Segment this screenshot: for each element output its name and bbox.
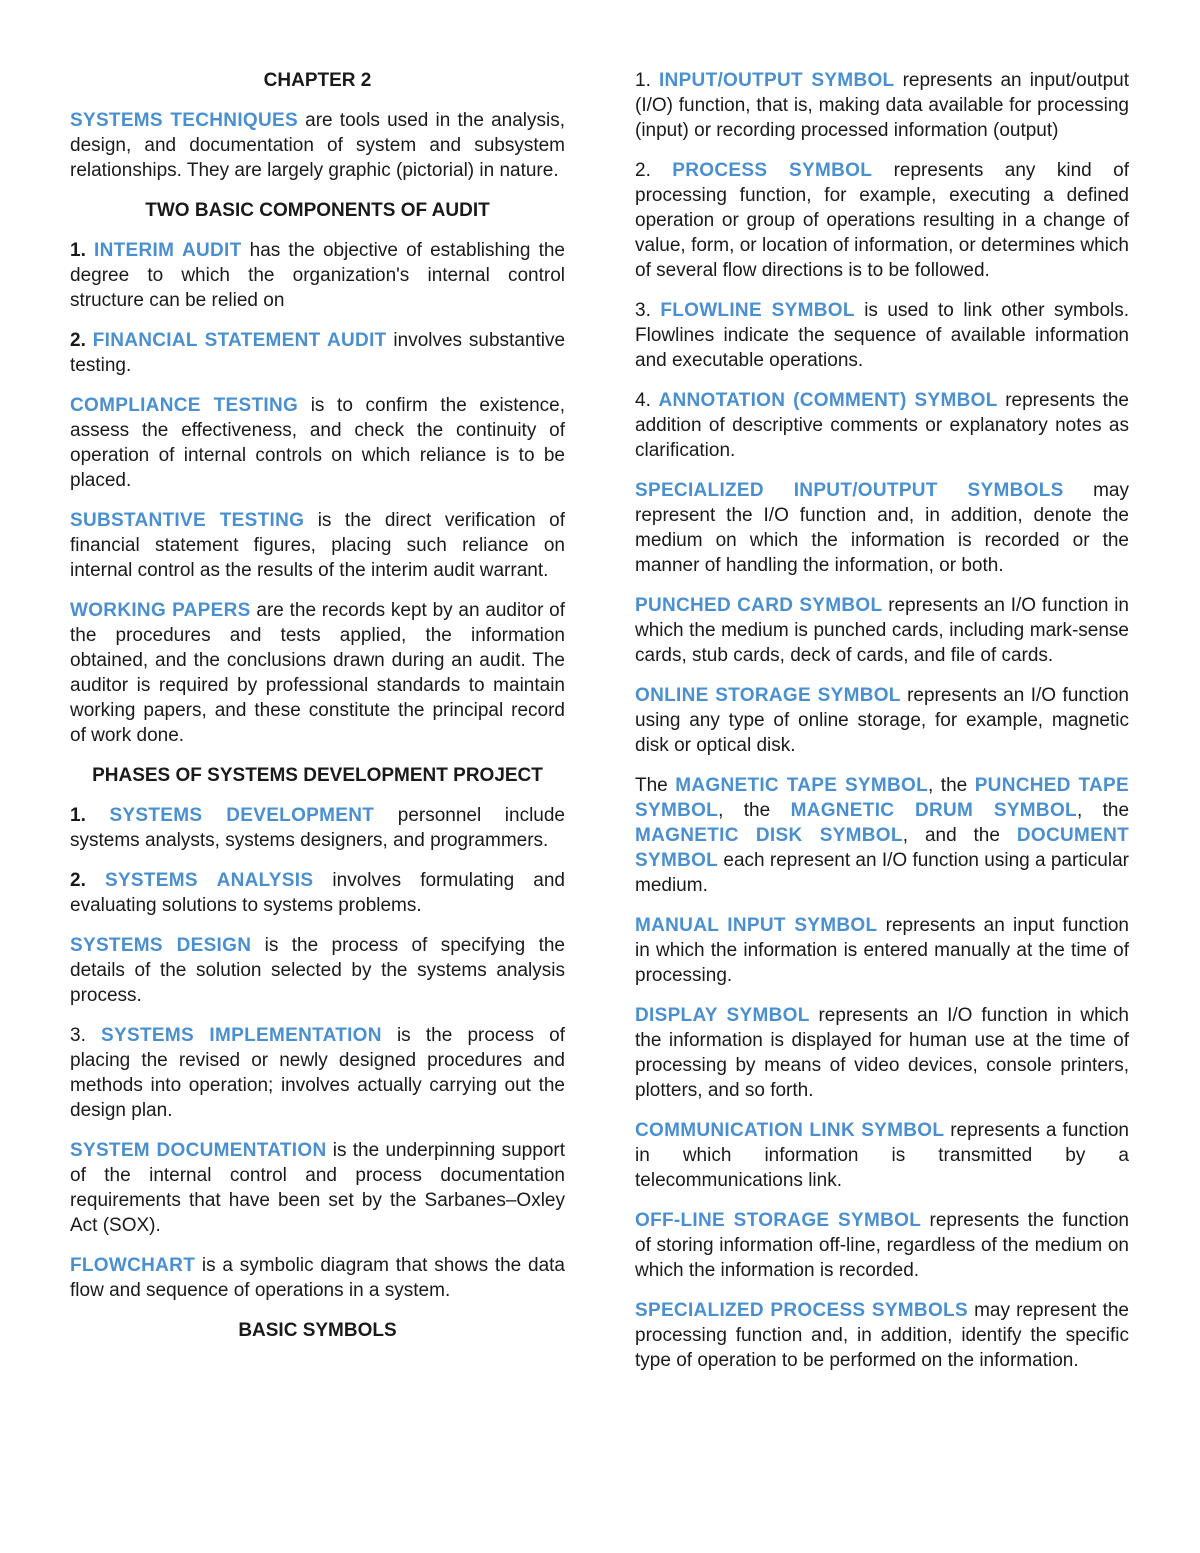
section-heading-basic-symbols: BASIC SYMBOLS bbox=[238, 1320, 397, 1341]
definition-systems-implementation bbox=[70, 1023, 565, 1123]
definition-text: represents an I/O function in which the information is displayed for human use at the time of processing by means of video devices, console printers, plotters, and so forth. bbox=[635, 1005, 1129, 1101]
definition-system-documentation bbox=[70, 1138, 565, 1238]
term-manual-input-symbol: MANUAL INPUT SYMBOL bbox=[635, 915, 878, 936]
definition-flowline-symbol bbox=[635, 298, 1129, 373]
term-flowline-symbol: FLOWLINE SYMBOL bbox=[660, 300, 855, 321]
item-number: 3. bbox=[70, 1025, 102, 1046]
definition-annotation-comment-symbol bbox=[635, 388, 1129, 463]
definition-interim-audit bbox=[70, 238, 565, 313]
term-systems-analysis: SYSTEMS ANALYSIS bbox=[104, 870, 314, 891]
term-compliance-testing: COMPLIANCE TESTING bbox=[70, 395, 299, 416]
definition-text: , and the bbox=[902, 825, 1017, 846]
term-off-line-storage-symbol: OFF-LINE STORAGE SYMBOL bbox=[635, 1210, 922, 1231]
term-financial-statement-audit: FINANCIAL STATEMENT AUDIT bbox=[92, 330, 387, 351]
term-flowchart: FLOWCHART bbox=[70, 1255, 196, 1276]
definition-text: involves formulating and evaluating solutions to systems problems. bbox=[70, 870, 566, 916]
section-heading-phases-of-systems-development-project: PHASES OF SYSTEMS DEVELOPMENT PROJECT bbox=[92, 765, 543, 786]
definition-input-output-symbol bbox=[635, 68, 1129, 143]
term-online-storage-symbol: ONLINE STORAGE SYMBOL bbox=[635, 685, 901, 706]
definition-specialized-process-symbols bbox=[635, 1298, 1129, 1373]
item-number: 2. bbox=[70, 330, 93, 351]
term-systems-techniques: SYSTEMS TECHNIQUES bbox=[70, 110, 298, 131]
definition-display-symbol bbox=[635, 1003, 1129, 1103]
definition-process-symbol bbox=[635, 158, 1129, 283]
definition-text: represents the addition of descriptive comments or explanatory notes as clarification. bbox=[635, 390, 1129, 461]
definition-communication-link-symbol bbox=[635, 1118, 1129, 1193]
term-document-symbol: DOCUMENT SYMBOL bbox=[635, 825, 1130, 871]
definition-text: each represent an I/O function using a particular medium. bbox=[635, 850, 1129, 896]
term-annotation-comment-symbol: ANNOTATION (COMMENT) SYMBOL bbox=[658, 390, 998, 411]
definition-text: represents an input function in which the information is entered manually at the time of processing. bbox=[635, 915, 1129, 986]
definition-systems-techniques bbox=[70, 108, 565, 183]
definition-text: is used to link other symbols. Flowlines indicate the sequence of available information and executable operations. bbox=[635, 300, 1130, 371]
definition-manual-input-symbol bbox=[635, 913, 1129, 988]
definition-text: represents an I/O function in which the medium is punched cards, including mark-sense cards, stub cards, deck of cards, and file of cards. bbox=[635, 595, 1129, 666]
term-working-papers: WORKING PAPERS bbox=[70, 600, 251, 621]
right-column bbox=[635, 68, 1129, 1388]
definition-text: The bbox=[635, 775, 676, 796]
term-communication-link-symbol: COMMUNICATION LINK SYMBOL bbox=[635, 1120, 945, 1141]
definition-text: , the bbox=[718, 800, 791, 821]
term-process-symbol: PROCESS SYMBOL bbox=[672, 160, 873, 181]
definition-text: represents an input/output (I/O) function, that is, making data available for processing (input) or recording processed information (output) bbox=[635, 70, 1129, 141]
definition-text: may represent the I/O function and, in addition, denote the medium on which the information is recorded or the manner of handling the information, or both. bbox=[635, 480, 1129, 576]
definition-text: has the objective of establishing the degree to which the organization's internal control structure can be relied on bbox=[70, 240, 566, 311]
item-number: 1. bbox=[70, 805, 110, 826]
definition-text: represents the function of storing information off-line, regardless of the medium on which the information is recorded. bbox=[635, 1210, 1129, 1281]
definition-text: are tools used in the analysis, design, and documentation of system and subsystem relationships. They are largely graphic (pictorial) in nature. bbox=[70, 110, 565, 181]
term-specialized-process-symbols: SPECIALIZED PROCESS SYMBOLS bbox=[635, 1300, 968, 1321]
left-column bbox=[70, 68, 565, 1358]
term-magnetic-tape-symbol: MAGNETIC TAPE SYMBOL bbox=[675, 775, 929, 796]
definition-working-papers bbox=[70, 598, 565, 748]
definition-text: represents any kind of processing function, for example, executing a defined operation or group of operations resulting in a change of value, form, or location of information, or determines which of several flow directions is to be followed. bbox=[635, 160, 1130, 281]
term-magnetic-disk-symbol: MAGNETIC DISK SYMBOL bbox=[635, 825, 903, 846]
definition-financial-statement-audit bbox=[70, 328, 565, 378]
term-punched-tape-symbol: PUNCHED TAPE SYMBOL bbox=[635, 775, 1129, 821]
definition-text: involves substantive testing. bbox=[70, 330, 566, 376]
definition-text: , the bbox=[1076, 800, 1130, 821]
definition-text: is the process of placing the revised or newly designed procedures and methods into operation; involves actually carrying out the design plan. bbox=[70, 1025, 565, 1121]
definition-text: are the records kept by an auditor of the procedures and tests applied, the information obtained, and the conclusions drawn during an audit. The auditor is required by professional standards to maintain working papers, and these constitute the principal record of work done. bbox=[70, 600, 565, 746]
term-systems-development: SYSTEMS DEVELOPMENT bbox=[109, 805, 375, 826]
term-punched-card-symbol: PUNCHED CARD SYMBOL bbox=[635, 595, 883, 616]
definition-text: represents an I/O function using any type of online storage, for example, magnetic disk or optical disk. bbox=[635, 685, 1129, 756]
term-systems-design: SYSTEMS DESIGN bbox=[70, 935, 252, 956]
definition-systems-design bbox=[70, 933, 565, 1008]
definition-text: is the underpinning support of the internal control and process documentation requirements that have been set by the Sarbanes–Oxley Act (SOX). bbox=[70, 1140, 565, 1236]
definition-text: represents a function in which information is transmitted by a telecommunications link. bbox=[635, 1120, 1129, 1191]
term-systems-implementation: SYSTEMS IMPLEMENTATION bbox=[101, 1025, 382, 1046]
definition-punched-card-symbol bbox=[635, 593, 1129, 668]
item-number: 2. bbox=[70, 870, 105, 891]
definition-systems-analysis bbox=[70, 868, 565, 918]
definition-text: is the direct verification of financial statement figures, placing such reliance on internal control as the results of the interim audit warrant. bbox=[70, 510, 565, 581]
item-number: 4. bbox=[635, 390, 659, 411]
definition-substantive-testing bbox=[70, 508, 565, 583]
term-interim-audit: INTERIM AUDIT bbox=[94, 240, 242, 261]
definition-media-symbols bbox=[635, 773, 1129, 898]
item-number: 3. bbox=[635, 300, 661, 321]
item-number: 1. bbox=[635, 70, 659, 91]
section-heading-chapter-2: CHAPTER 2 bbox=[263, 70, 372, 91]
term-input-output-symbol: INPUT/OUTPUT SYMBOL bbox=[658, 70, 895, 91]
item-number: 1. bbox=[70, 240, 94, 261]
section-heading-two-basic-components-of-audit: TWO BASIC COMPONENTS OF AUDIT bbox=[145, 200, 490, 221]
definition-compliance-testing bbox=[70, 393, 565, 493]
term-system-documentation: SYSTEM DOCUMENTATION bbox=[70, 1140, 327, 1161]
definition-specialized-input-output-symbols bbox=[635, 478, 1129, 578]
definition-online-storage-symbol bbox=[635, 683, 1129, 758]
definition-text: is a symbolic diagram that shows the data flow and sequence of operations in a system. bbox=[70, 1255, 565, 1301]
term-specialized-input-output-symbols: SPECIALIZED INPUT/OUTPUT SYMBOLS bbox=[635, 480, 1064, 501]
definition-text: , the bbox=[928, 775, 975, 796]
item-number: 2. bbox=[635, 160, 673, 181]
definition-text: is to confirm the existence, assess the effectiveness, and check the continuity of operation of internal controls on which reliance is to be placed. bbox=[70, 395, 565, 491]
term-substantive-testing: SUBSTANTIVE TESTING bbox=[70, 510, 305, 531]
definition-text: is the process of specifying the details of the solution selected by the systems analysis process. bbox=[70, 935, 565, 1006]
term-magnetic-drum-symbol: MAGNETIC DRUM SYMBOL bbox=[790, 800, 1077, 821]
term-display-symbol: DISPLAY SYMBOL bbox=[635, 1005, 810, 1026]
definition-flowchart bbox=[70, 1253, 565, 1303]
definition-off-line-storage-symbol bbox=[635, 1208, 1129, 1283]
definition-text: personnel include systems analysts, systems designers, and programmers. bbox=[70, 805, 565, 851]
definition-text: may represent the processing function and, in addition, identify the specific type of operation to be performed on the information. bbox=[635, 1300, 1129, 1371]
definition-systems-development bbox=[70, 803, 565, 853]
